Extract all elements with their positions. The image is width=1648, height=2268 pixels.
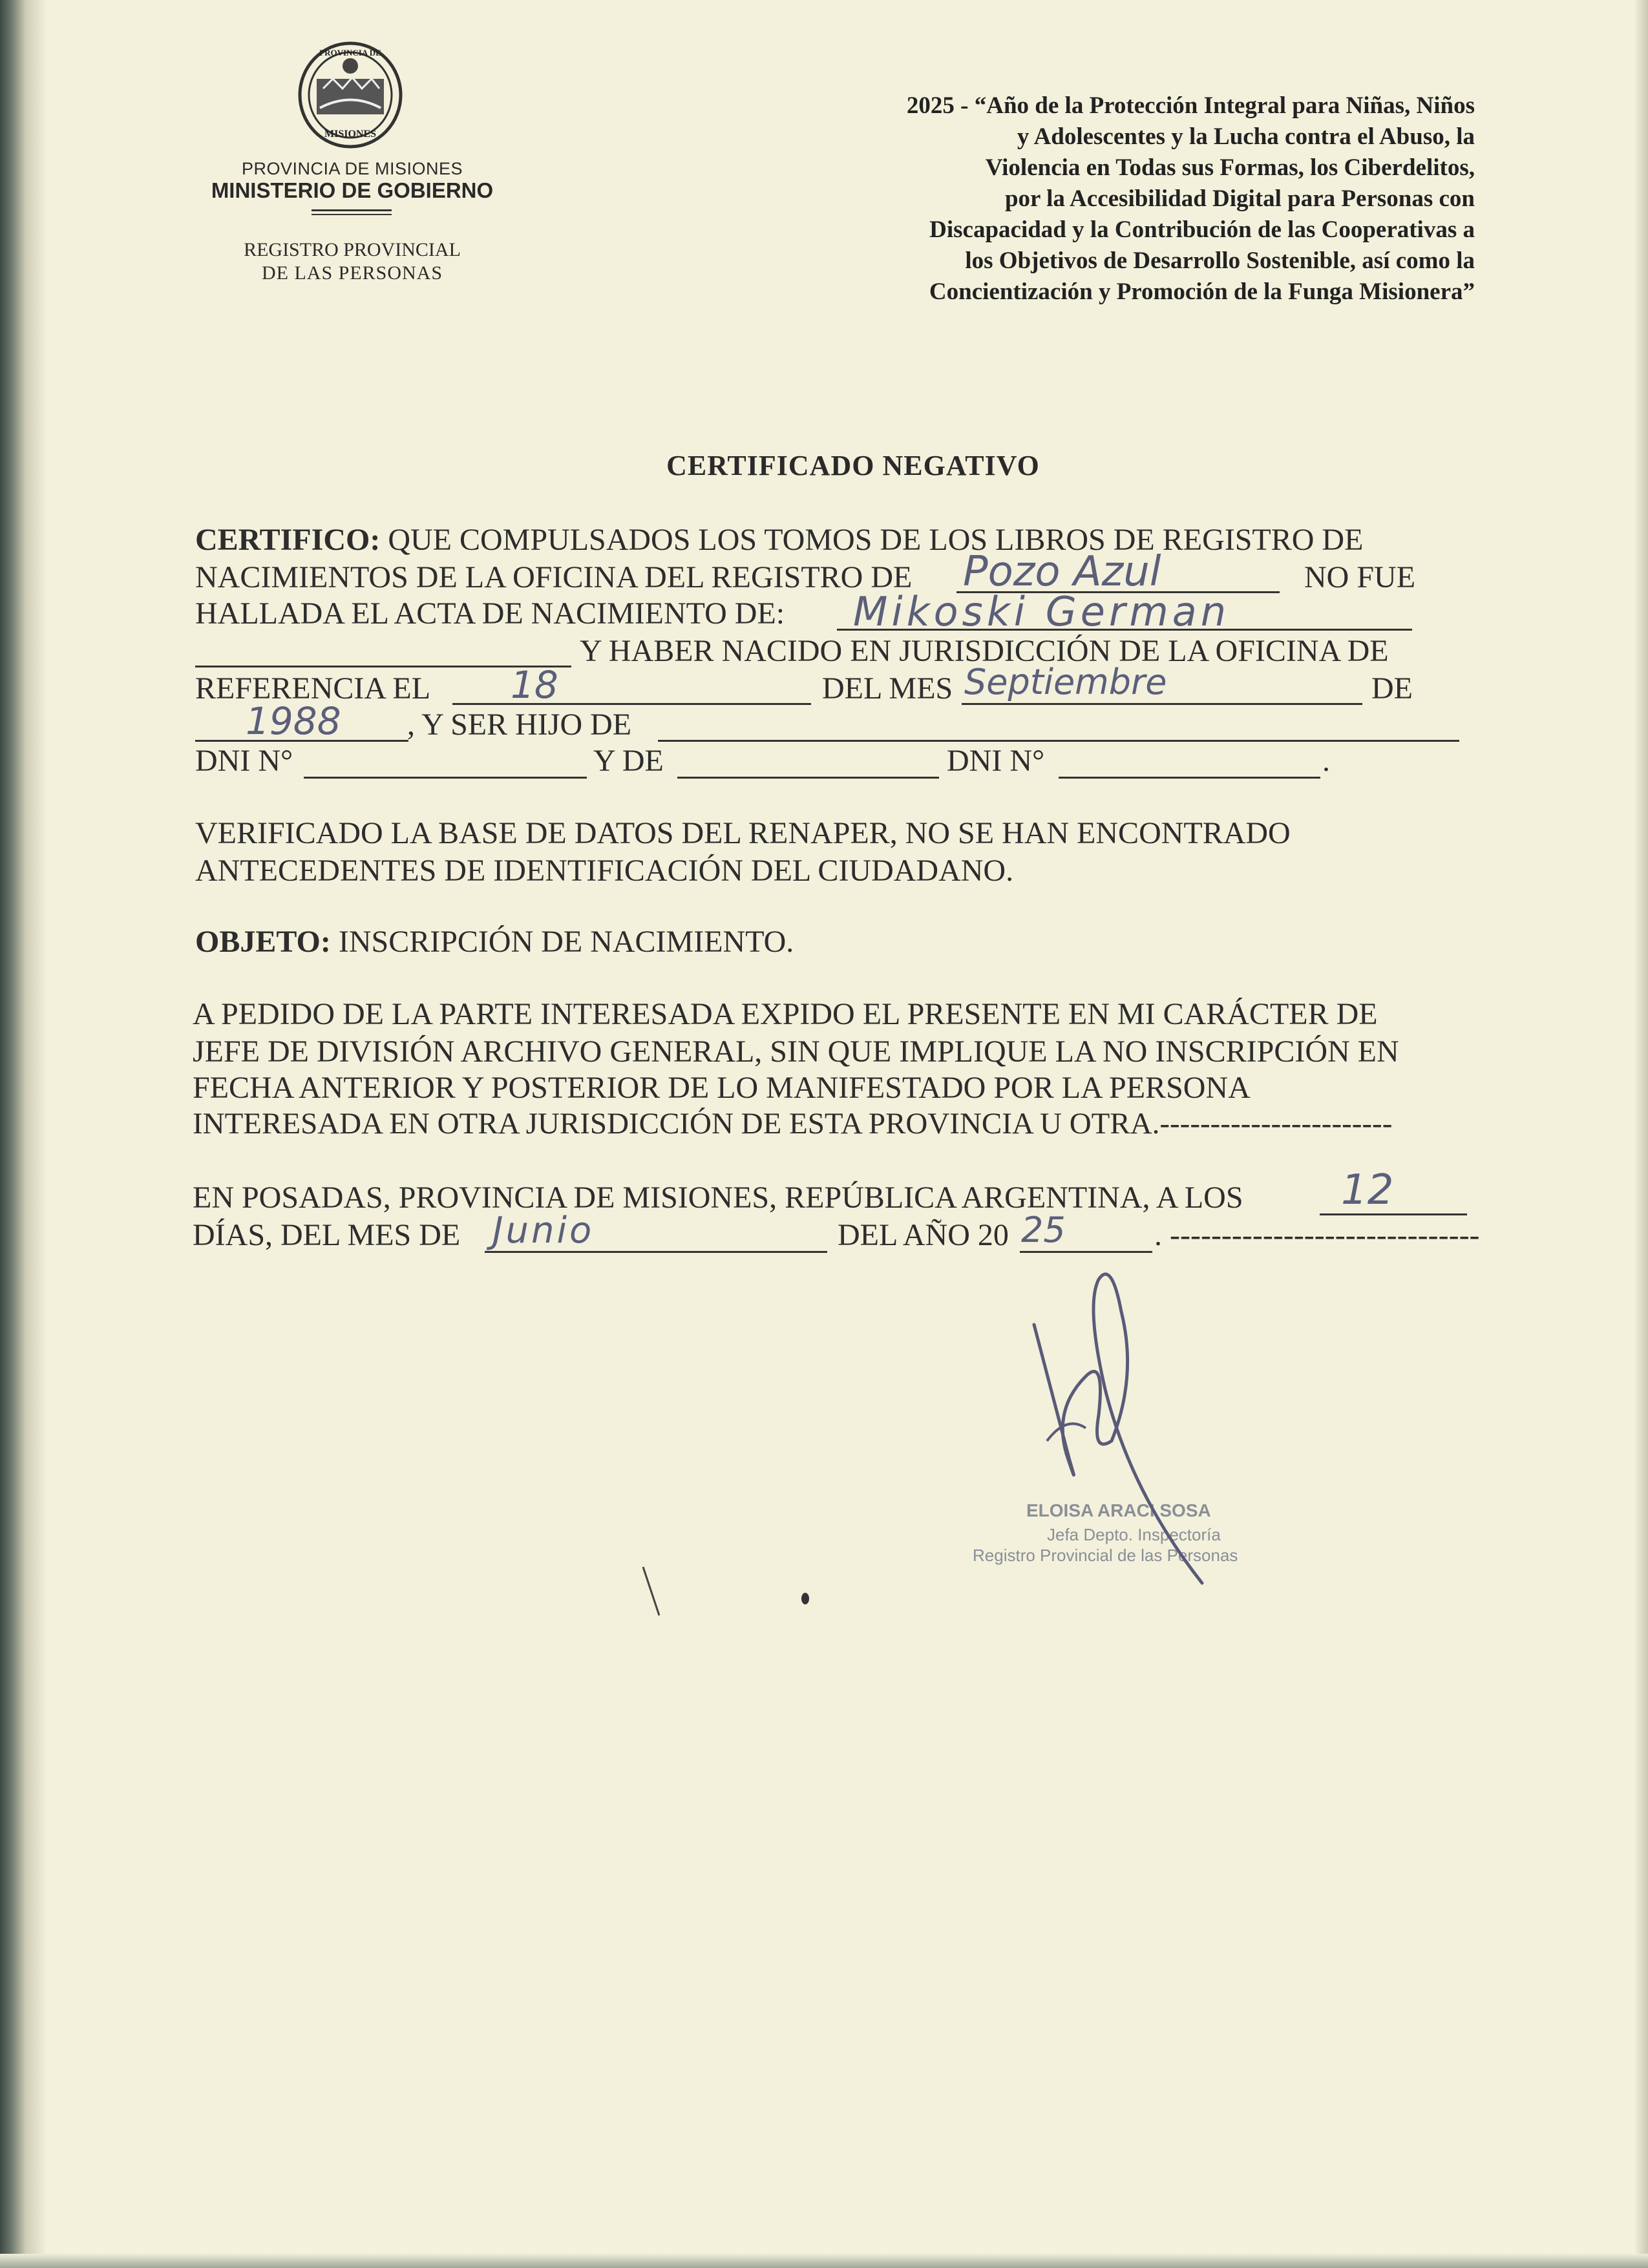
registry-name-line1: REGISTRO PROVINCIAL (244, 239, 461, 260)
certifico-line-7a: DNI N° (195, 744, 293, 778)
pedido-line-3: FECHA ANTERIOR Y POSTERIOR DE LO MANIFESTADO POR LA PERSONA (193, 1071, 1251, 1105)
motto-line: Discapacidad y la Contribución de las Cooperativas a (929, 216, 1475, 243)
motto-line: Concientización y Promoción de la Funga Misionera” (929, 278, 1475, 305)
issue-day-handwritten: 12 (1341, 1166, 1394, 1214)
certifico-line-5b: DEL MES (822, 671, 953, 706)
parent-2-dni-field (1059, 777, 1320, 779)
certifico-line-5c: DE (1371, 671, 1413, 706)
pedido-line-2: JEFE DE DIVISIÓN ARCHIVO GENERAL, SIN QUE IMPLIQUE LA NO INSCRIPCIÓN EN (193, 1034, 1399, 1069)
registry-office-handwritten: Pozo Azul (963, 548, 1161, 596)
signature (1008, 1247, 1228, 1609)
certifico-line-7c: DNI N° (947, 744, 1045, 778)
crest-bottom-text: MISIONES (324, 129, 377, 140)
document-title: CERTIFICADO NEGATIVO (666, 450, 1040, 481)
birth-day-field (452, 703, 811, 705)
certifico-line-5a: REFERENCIA EL (195, 671, 431, 706)
issue-year-handwritten: 25 (1021, 1210, 1066, 1250)
certifico-label: CERTIFICO: (195, 523, 381, 557)
birth-day-handwritten: 18 (511, 663, 558, 707)
lugar-line-2b: DEL AÑO 20 (838, 1218, 1009, 1252)
province-name: PROVINCIA DE MISIONES (241, 159, 463, 178)
motto-line: 2025 - “Año de la Protección Integral para Niñas, Niños (906, 92, 1475, 119)
parent-1-field (658, 740, 1459, 742)
ink-dot (799, 1590, 812, 1609)
certifico-line-2b: NO FUE (1304, 560, 1416, 594)
stray-pen-mark (640, 1564, 666, 1622)
parent-1-dni-field (304, 777, 587, 779)
crest-top-text: PROVINCIA DE (319, 48, 381, 58)
motto-line: los Objetivos de Desarrollo Sostenible, así como la (965, 247, 1475, 274)
certifico-line-7d: . (1322, 744, 1330, 778)
header-divider (312, 209, 392, 211)
motto-line: Violencia en Todas sus Formas, los Ciberdelitos, (985, 154, 1475, 181)
scan-right-edge (1635, 0, 1648, 2268)
lugar-line-1: EN POSADAS, PROVINCIA DE MISIONES, REPÚBLICA ARGENTINA, A LOS (193, 1181, 1243, 1215)
provincial-crest-logo (294, 40, 407, 150)
certifico-line-4: Y HABER NACIDO EN JURISDICCIÓN DE LA OFICINA DE (580, 634, 1389, 668)
parent-2-field (677, 777, 939, 779)
verificado-line-2: ANTECEDENTES DE IDENTIFICACIÓN DEL CIUDADANO. (195, 854, 1014, 888)
stamp-role: Jefa Depto. Inspectoría (1047, 1525, 1221, 1544)
stamp-name: ELOISA ARACI SOSA (1026, 1500, 1211, 1520)
stamp-office: Registro Provincial de las Personas (973, 1546, 1238, 1565)
certifico-line-1 (195, 522, 1363, 558)
certifico-line-3a: HALLADA EL ACTA DE NACIMIENTO DE: (195, 596, 785, 631)
header-divider-2 (312, 214, 392, 215)
pedido-line-1: A PEDIDO DE LA PARTE INTERESADA EXPIDO EL PRESENTE EN MI CARÁCTER DE (193, 997, 1378, 1031)
certifico-line-6: , Y SER HIJO DE (407, 708, 632, 742)
scan-bottom-edge (0, 2254, 1648, 2268)
motto-line: y Adolescentes y la Lucha contra el Abuso, la (1017, 123, 1475, 150)
objeto-line (195, 924, 794, 960)
name-handwritten: Mikoski German (853, 588, 1231, 635)
birth-month-field (962, 703, 1362, 705)
objeto-value: INSCRIPCIÓN DE NACIMIENTO. (330, 925, 794, 959)
scan-left-edge (0, 0, 45, 2268)
objeto-label: OBJETO: (195, 925, 331, 959)
lugar-line-2a: DÍAS, DEL MES DE (193, 1218, 461, 1252)
birth-month-handwritten: Septiembre (964, 662, 1167, 702)
lugar-line-2c: . ------------------------------ (1154, 1218, 1480, 1252)
ministry-name: MINISTERIO DE GOBIERNO (211, 178, 494, 202)
certifico-line-7b: Y DE (593, 744, 664, 778)
motto-line: por la Accesibilidad Digital para Personas con (1004, 185, 1475, 212)
certifico-text: QUE COMPULSADOS LOS TOMOS DE LOS LIBROS DE REGISTRO DE (380, 523, 1364, 557)
registry-name-line2: DE LAS PERSONAS (261, 262, 443, 284)
verificado-line-1: VERIFICADO LA BASE DE DATOS DEL RENAPER, NO SE HAN ENCONTRADO (195, 816, 1291, 850)
pedido-line-4: INTERESADA EN OTRA JURISDICCIÓN DE ESTA PROVINCIA U OTRA.----------------------- (193, 1107, 1393, 1140)
certifico-line-2a: NACIMIENTOS DE LA OFICINA DEL REGISTRO DE (195, 560, 913, 594)
issue-month-handwritten: Junio (492, 1210, 595, 1252)
birth-year-handwritten: 1988 (246, 699, 341, 743)
